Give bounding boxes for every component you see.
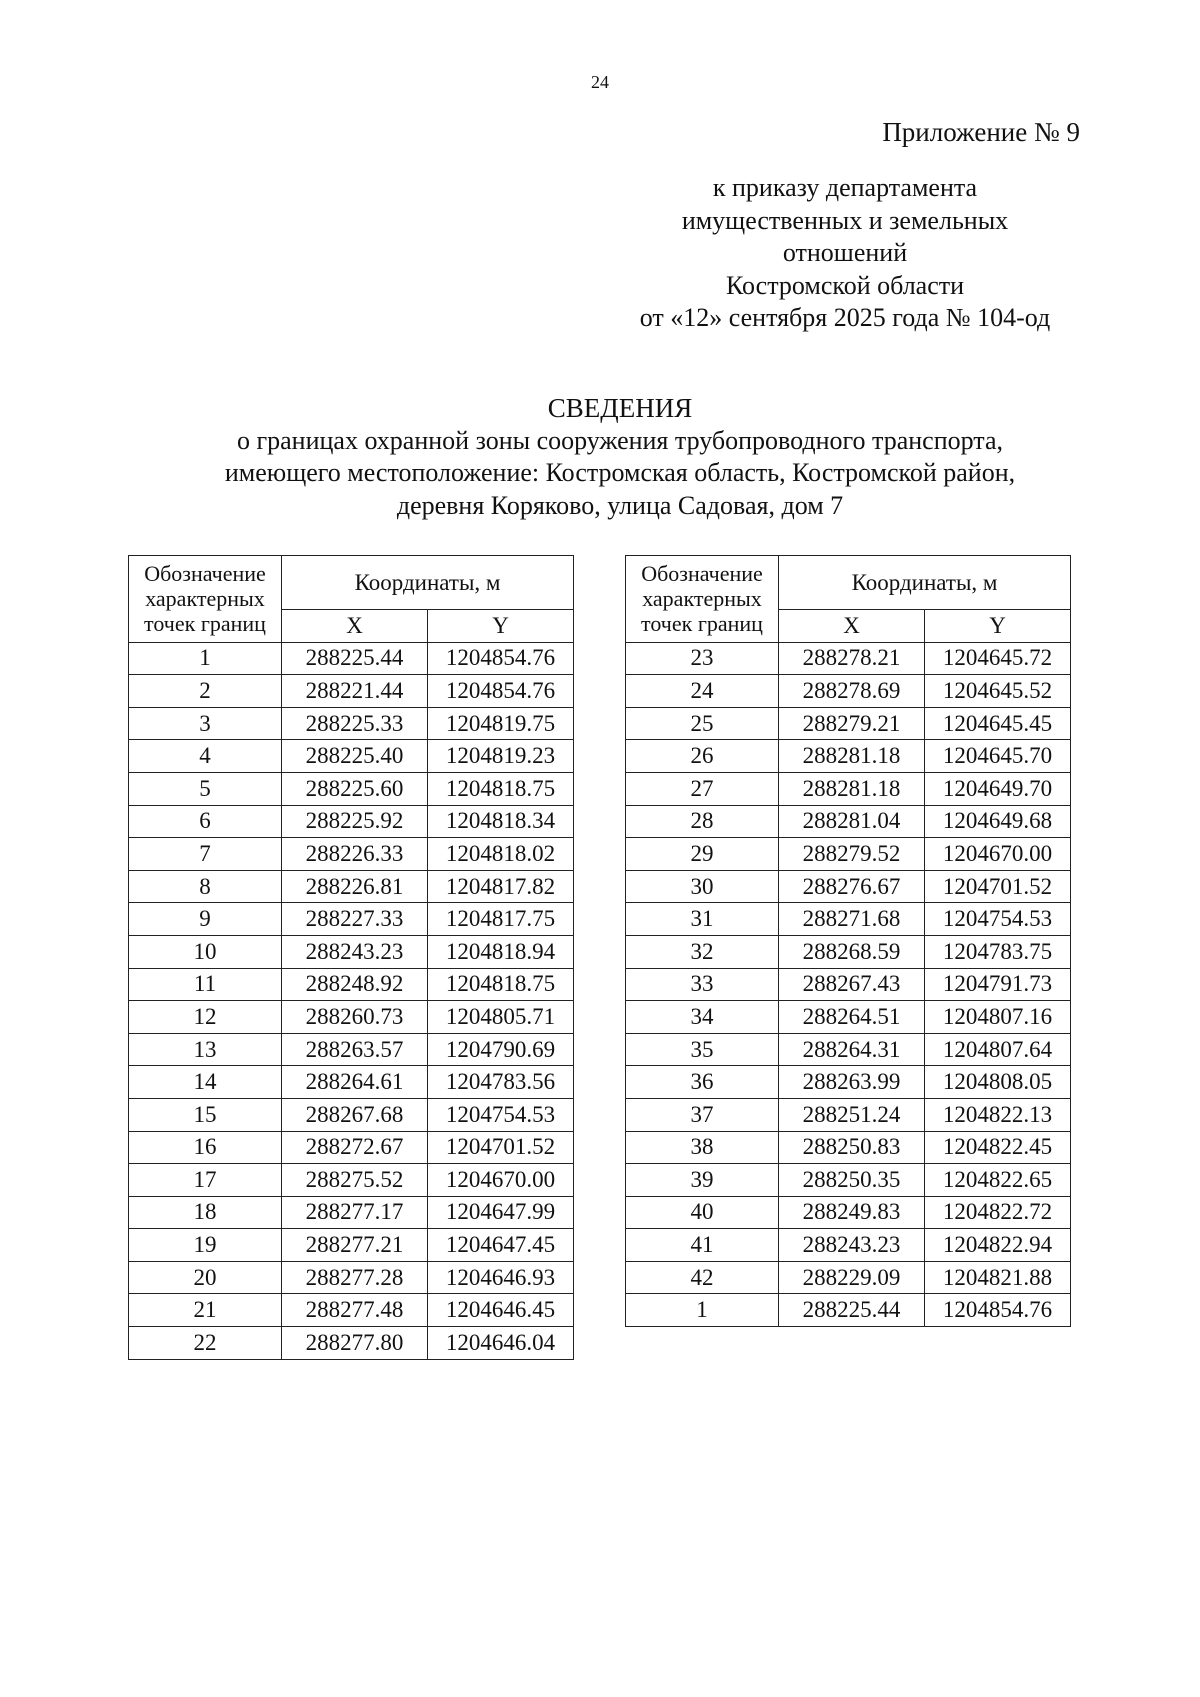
cell-y: 1204701.52 <box>925 870 1071 903</box>
cell-y: 1204822.72 <box>925 1196 1071 1229</box>
cell-point: 10 <box>129 935 282 968</box>
cell-point: 26 <box>626 740 779 773</box>
cell-point: 22 <box>129 1327 282 1360</box>
title-block <box>0 392 1200 522</box>
cell-y: 1204807.16 <box>925 1001 1071 1034</box>
cell-x: 288248.92 <box>282 968 428 1001</box>
document-title: СВЕДЕНИЯ <box>547 393 693 423</box>
header-point-label: Обозначение характерных точек границ <box>626 556 779 643</box>
cell-point: 39 <box>626 1164 779 1197</box>
cell-x: 288278.21 <box>779 642 925 675</box>
table-row <box>626 707 1071 740</box>
cell-x: 288272.67 <box>282 1131 428 1164</box>
cell-point: 17 <box>129 1164 282 1197</box>
cell-y: 1204701.52 <box>428 1131 574 1164</box>
cell-point: 6 <box>129 805 282 838</box>
table-row <box>626 903 1071 936</box>
cell-x: 288277.48 <box>282 1294 428 1327</box>
cell-y: 1204754.53 <box>428 1098 574 1131</box>
cell-x: 288277.21 <box>282 1229 428 1262</box>
header-point-label: Обозначение характерных точек границ <box>129 556 282 643</box>
cell-point: 1 <box>129 642 282 675</box>
cell-y: 1204645.45 <box>925 707 1071 740</box>
cell-x: 288281.18 <box>779 772 925 805</box>
order-reference <box>610 172 1080 335</box>
cell-y: 1204646.93 <box>428 1261 574 1294</box>
cell-y: 1204670.00 <box>925 838 1071 871</box>
table-row <box>626 1033 1071 1066</box>
cell-y: 1204818.75 <box>428 968 574 1001</box>
table-row <box>129 1164 574 1197</box>
table-row <box>626 935 1071 968</box>
cell-x: 288277.17 <box>282 1196 428 1229</box>
cell-y: 1204754.53 <box>925 903 1071 936</box>
cell-y: 1204645.72 <box>925 642 1071 675</box>
cell-x: 288225.92 <box>282 805 428 838</box>
cell-x: 288264.31 <box>779 1033 925 1066</box>
cell-point: 9 <box>129 903 282 936</box>
cell-point: 16 <box>129 1131 282 1164</box>
table-row <box>626 1294 1071 1327</box>
cell-x: 288260.73 <box>282 1001 428 1034</box>
table-body-left <box>129 642 574 1359</box>
coordinates-table-right <box>625 555 1071 1327</box>
cell-x: 288271.68 <box>779 903 925 936</box>
cell-y: 1204818.94 <box>428 935 574 968</box>
table-row <box>626 1066 1071 1099</box>
table-row <box>626 805 1071 838</box>
cell-x: 288277.28 <box>282 1261 428 1294</box>
table-row <box>626 1196 1071 1229</box>
cell-point: 29 <box>626 838 779 871</box>
table-row <box>129 870 574 903</box>
cell-x: 288267.43 <box>779 968 925 1001</box>
header-y: Y <box>925 610 1071 643</box>
cell-point: 34 <box>626 1001 779 1034</box>
table-row <box>129 1261 574 1294</box>
cell-point: 41 <box>626 1229 779 1262</box>
header-x: X <box>779 610 925 643</box>
cell-x: 288277.80 <box>282 1327 428 1360</box>
table-row <box>129 1001 574 1034</box>
table-row <box>626 642 1071 675</box>
table-row <box>626 838 1071 871</box>
cell-point: 20 <box>129 1261 282 1294</box>
table-row <box>129 642 574 675</box>
cell-point: 12 <box>129 1001 282 1034</box>
cell-point: 30 <box>626 870 779 903</box>
cell-point: 18 <box>129 1196 282 1229</box>
cell-y: 1204854.76 <box>428 675 574 708</box>
table-row <box>129 838 574 871</box>
cell-x: 288251.24 <box>779 1098 925 1131</box>
cell-point: 38 <box>626 1131 779 1164</box>
cell-x: 288225.40 <box>282 740 428 773</box>
cell-x: 288225.44 <box>779 1294 925 1327</box>
cell-y: 1204854.76 <box>925 1294 1071 1327</box>
cell-x: 288225.44 <box>282 642 428 675</box>
cell-point: 25 <box>626 707 779 740</box>
cell-x: 288229.09 <box>779 1261 925 1294</box>
cell-point: 21 <box>129 1294 282 1327</box>
table-body-right <box>626 642 1071 1326</box>
cell-x: 288227.33 <box>282 903 428 936</box>
cell-x: 288249.83 <box>779 1196 925 1229</box>
cell-x: 288243.23 <box>282 935 428 968</box>
cell-x: 288276.67 <box>779 870 925 903</box>
coordinates-table-left <box>128 555 574 1360</box>
cell-x: 288268.59 <box>779 935 925 968</box>
table-row <box>129 740 574 773</box>
table-row <box>129 903 574 936</box>
cell-point: 7 <box>129 838 282 871</box>
cell-y: 1204819.75 <box>428 707 574 740</box>
cell-y: 1204783.75 <box>925 935 1071 968</box>
cell-y: 1204646.04 <box>428 1327 574 1360</box>
header-y: Y <box>428 610 574 643</box>
document-subtitle-line: имеющего местоположение: Костромская область, Костромской район, <box>224 458 1016 487</box>
cell-x: 288263.57 <box>282 1033 428 1066</box>
cell-point: 3 <box>129 707 282 740</box>
cell-x: 288264.61 <box>282 1066 428 1099</box>
table-row <box>626 1261 1071 1294</box>
table-row <box>626 968 1071 1001</box>
cell-y: 1204649.68 <box>925 805 1071 838</box>
page-number: 24 <box>591 72 609 92</box>
cell-y: 1204646.45 <box>428 1294 574 1327</box>
cell-point: 33 <box>626 968 779 1001</box>
table-row <box>626 1098 1071 1131</box>
cell-point: 8 <box>129 870 282 903</box>
cell-y: 1204783.56 <box>428 1066 574 1099</box>
cell-x: 288225.60 <box>282 772 428 805</box>
table-row <box>129 1196 574 1229</box>
cell-y: 1204819.23 <box>428 740 574 773</box>
cell-y: 1204817.82 <box>428 870 574 903</box>
cell-point: 36 <box>626 1066 779 1099</box>
order-reference-line: имущественных и земельных <box>681 205 1009 235</box>
cell-y: 1204645.52 <box>925 675 1071 708</box>
cell-y: 1204645.70 <box>925 740 1071 773</box>
header-coordinates: Координаты, м <box>779 556 1071 610</box>
table-row <box>626 675 1071 708</box>
cell-x: 288281.04 <box>779 805 925 838</box>
cell-y: 1204807.64 <box>925 1033 1071 1066</box>
cell-point: 40 <box>626 1196 779 1229</box>
cell-x: 288250.83 <box>779 1131 925 1164</box>
cell-y: 1204822.94 <box>925 1229 1071 1262</box>
cell-x: 288275.52 <box>282 1164 428 1197</box>
cell-point: 23 <box>626 642 779 675</box>
cell-x: 288264.51 <box>779 1001 925 1034</box>
cell-y: 1204821.88 <box>925 1261 1071 1294</box>
order-reference-line: отношений <box>782 238 908 267</box>
table-row <box>129 1033 574 1066</box>
cell-point: 4 <box>129 740 282 773</box>
table-row <box>626 1229 1071 1262</box>
cell-y: 1204822.65 <box>925 1164 1071 1197</box>
cell-point: 19 <box>129 1229 282 1262</box>
cell-point: 27 <box>626 772 779 805</box>
order-reference-line: к приказу департамента <box>712 173 978 202</box>
table-row <box>129 675 574 708</box>
cell-y: 1204818.02 <box>428 838 574 871</box>
cell-point: 28 <box>626 805 779 838</box>
cell-y: 1204805.71 <box>428 1001 574 1034</box>
cell-x: 288279.21 <box>779 707 925 740</box>
cell-point: 24 <box>626 675 779 708</box>
table-row <box>129 1066 574 1099</box>
cell-x: 288221.44 <box>282 675 428 708</box>
cell-x: 288278.69 <box>779 675 925 708</box>
table-row <box>626 740 1071 773</box>
table-row <box>129 1229 574 1262</box>
cell-x: 288243.23 <box>779 1229 925 1262</box>
cell-y: 1204817.75 <box>428 903 574 936</box>
table-row <box>129 805 574 838</box>
cell-point: 2 <box>129 675 282 708</box>
cell-y: 1204647.99 <box>428 1196 574 1229</box>
table-row <box>129 1294 574 1327</box>
header-coordinates: Координаты, м <box>282 556 574 610</box>
cell-point: 15 <box>129 1098 282 1131</box>
cell-y: 1204822.13 <box>925 1098 1071 1131</box>
appendix-label: Приложение № 9 <box>882 117 1080 147</box>
cell-point: 32 <box>626 935 779 968</box>
cell-point: 42 <box>626 1261 779 1294</box>
order-reference-line: Костромской области <box>725 270 965 300</box>
table-row <box>129 1098 574 1131</box>
cell-x: 288226.81 <box>282 870 428 903</box>
cell-point: 14 <box>129 1066 282 1099</box>
cell-point: 31 <box>626 903 779 936</box>
cell-point: 37 <box>626 1098 779 1131</box>
cell-point: 5 <box>129 772 282 805</box>
cell-y: 1204649.70 <box>925 772 1071 805</box>
table-row <box>626 1001 1071 1034</box>
cell-y: 1204790.69 <box>428 1033 574 1066</box>
table-row <box>129 707 574 740</box>
order-reference-line: от «12» сентября 2025 года № 104-од <box>639 303 1051 332</box>
table-row <box>129 1327 574 1360</box>
cell-x: 288225.33 <box>282 707 428 740</box>
cell-x: 288279.52 <box>779 838 925 871</box>
cell-y: 1204818.75 <box>428 772 574 805</box>
cell-x: 288281.18 <box>779 740 925 773</box>
cell-x: 288267.68 <box>282 1098 428 1131</box>
table-row <box>129 1131 574 1164</box>
cell-y: 1204670.00 <box>428 1164 574 1197</box>
cell-y: 1204647.45 <box>428 1229 574 1262</box>
cell-y: 1204808.05 <box>925 1066 1071 1099</box>
document-subtitle-line: о границах охранной зоны сооружения трубопроводного транспорта, <box>236 425 1004 455</box>
cell-x: 288250.35 <box>779 1164 925 1197</box>
cell-point: 11 <box>129 968 282 1001</box>
table-row <box>129 935 574 968</box>
cell-y: 1204854.76 <box>428 642 574 675</box>
cell-x: 288263.99 <box>779 1066 925 1099</box>
header-x: X <box>282 610 428 643</box>
document-subtitle-line: деревня Коряково, улица Садовая, дом 7 <box>396 490 844 520</box>
cell-point: 35 <box>626 1033 779 1066</box>
table-row <box>626 1164 1071 1197</box>
table-row <box>626 870 1071 903</box>
cell-y: 1204791.73 <box>925 968 1071 1001</box>
table-row <box>129 968 574 1001</box>
table-row <box>626 1131 1071 1164</box>
cell-y: 1204818.34 <box>428 805 574 838</box>
cell-point: 13 <box>129 1033 282 1066</box>
cell-point: 1 <box>626 1294 779 1327</box>
table-row <box>626 772 1071 805</box>
cell-x: 288226.33 <box>282 838 428 871</box>
cell-y: 1204822.45 <box>925 1131 1071 1164</box>
table-row <box>129 772 574 805</box>
